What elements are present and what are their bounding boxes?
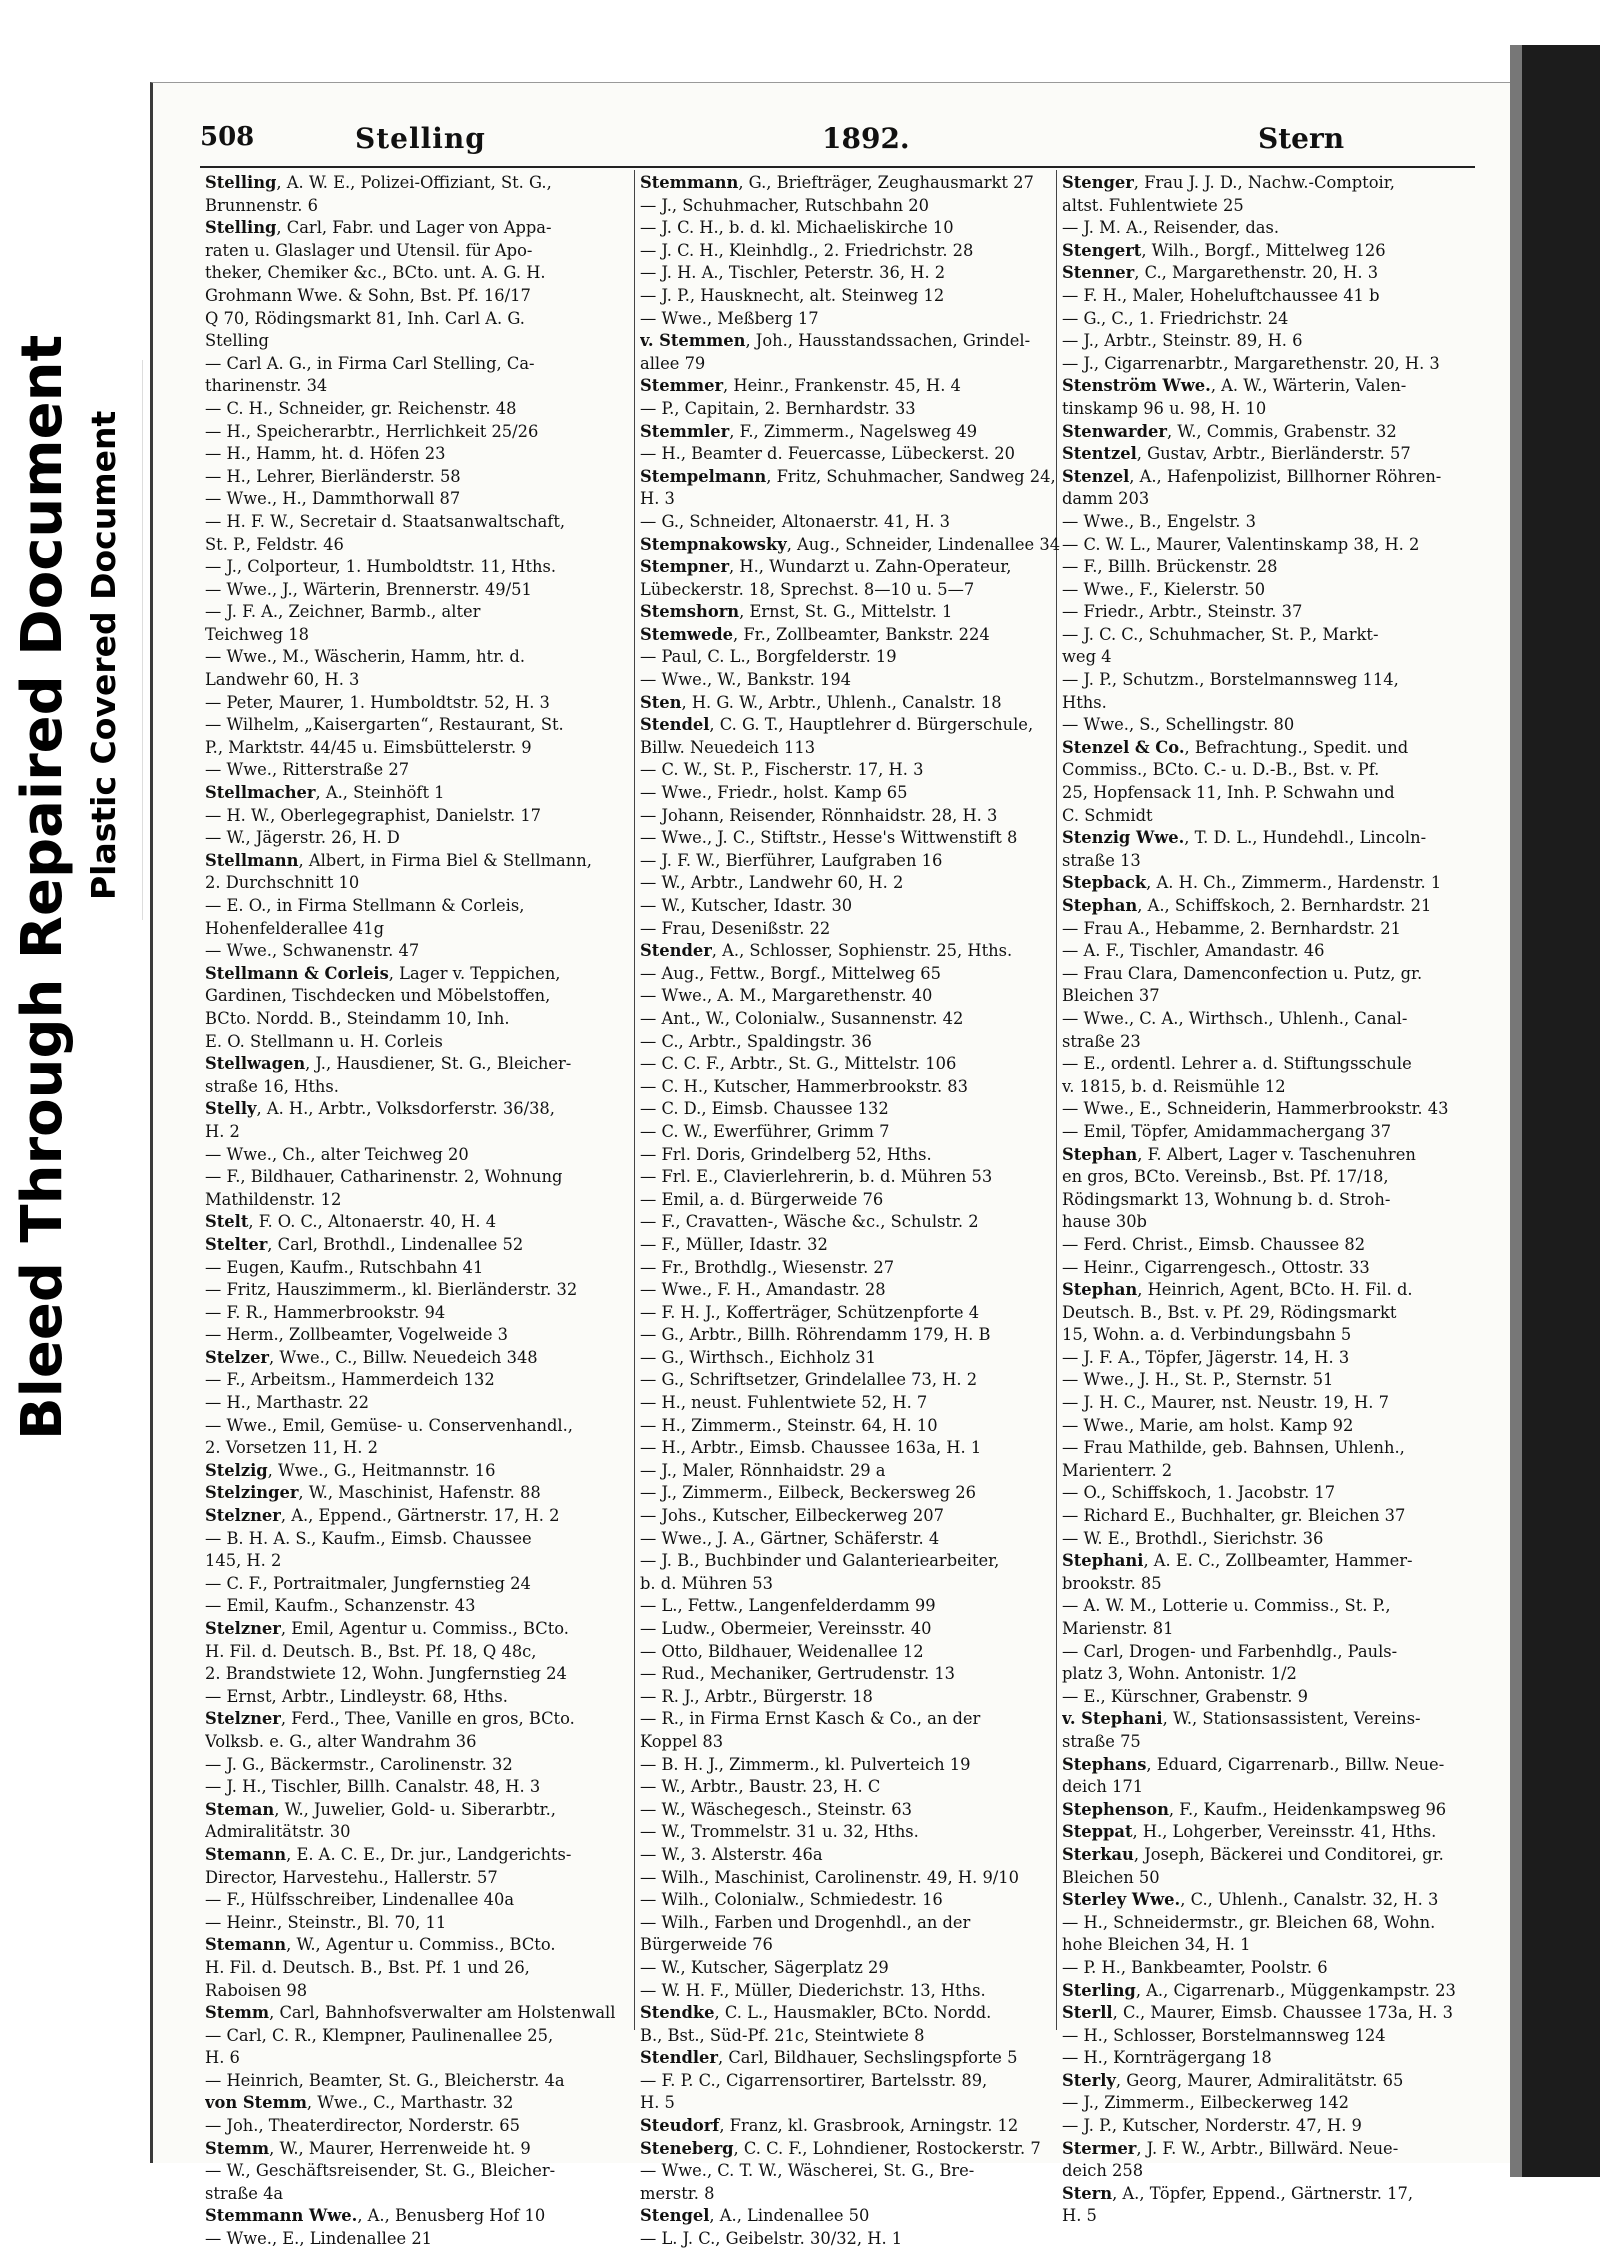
- directory-entry-line: — C. H., Kutscher, Hammerbrookstr. 83: [640, 1076, 969, 1096]
- directory-entry-line: H. 2: [205, 1121, 240, 1141]
- page-number: 508: [200, 122, 255, 152]
- directory-entry-line: Grohmann Wwe. & Sohn, Bst. Pf. 16/17: [205, 285, 531, 305]
- directory-entry-line: — H., Beamter d. Feuercasse, Lübeckerst. 20: [640, 444, 1016, 464]
- directory-entry-line: H. 5: [640, 2093, 675, 2113]
- directory-entry-line: — A. W. M., Lotterie u. Commiss., St. P.,: [1062, 1596, 1391, 1616]
- directory-entry-line: Stemmann Wwe., A., Benusberg Hof 10: [205, 2206, 546, 2226]
- directory-entry-line: — L., Fettw., Langenfelderdamm 99: [640, 1596, 936, 1616]
- directory-entry-line: — H., Marthastr. 22: [205, 1393, 370, 1413]
- directory-entry-line: Stelzner, A., Eppend., Gärtnerstr. 17, H. 2: [205, 1506, 560, 1526]
- directory-entry-line: B., Bst., Süd-Pf. 21c, Steintwiete 8: [640, 2025, 925, 2045]
- directory-entry-line: Bleichen 50: [1062, 1867, 1160, 1887]
- directory-entry-line: Stelter, Carl, Brothdl., Lindenallee 52: [205, 1234, 524, 1254]
- directory-entry-line: — C. F., Portraitmaler, Jungfernstieg 24: [205, 1573, 531, 1593]
- header-left-word: Stelling: [355, 122, 486, 155]
- directory-entry-line: — F., Cravatten-, Wäsche &c., Schulstr. 2: [640, 1212, 979, 1232]
- directory-entry-line: — G., Schriftsetzer, Grindelallee 73, H. 2: [640, 1370, 978, 1390]
- directory-entry-line: — Carl, Drogen- und Farbenhdlg., Pauls-: [1062, 1641, 1398, 1661]
- directory-entry-line: — R., in Firma Ernst Kasch & Co., an der: [640, 1709, 981, 1729]
- directory-entry-line: — Heinrich, Beamter, St. G., Bleicherstr. 4a: [205, 2070, 565, 2090]
- directory-entry-line: — J. H. C., Maurer, nst. Neustr. 19, H. 7: [1062, 1393, 1389, 1413]
- directory-entry-line: — Wwe., Ritterstraße 27: [205, 760, 410, 780]
- directory-entry-line: — Eugen, Kaufm., Rutschbahn 41: [205, 1257, 484, 1277]
- directory-entry-line: — Wwe., B., Engelstr. 3: [1062, 511, 1257, 531]
- directory-entry-line: — H., Kornträgergang 18: [1062, 2048, 1272, 2068]
- directory-entry-line: Mathildenstr. 12: [205, 1189, 342, 1209]
- directory-entry-line: H. Fil. d. Deutsch. B., Bst. Pf. 1 und 26,: [205, 1957, 530, 1977]
- condition-label-secondary: Plastic Covered Document: [84, 410, 123, 900]
- directory-entry-line: — Frl. E., Clavierlehrerin, b. d. Mühren 53: [640, 1167, 993, 1187]
- directory-entry-line: — J., Colporteur, 1. Humboldtstr. 11, Hths.: [205, 557, 557, 577]
- directory-entry-line: — W., Kutscher, Sägerplatz 29: [640, 1957, 889, 1977]
- directory-entry-line: — J., Arbtr., Steinstr. 89, H. 6: [1062, 331, 1303, 351]
- directory-entry-line: Stellmann & Corleis, Lager v. Teppichen,: [205, 963, 561, 983]
- directory-entry-line: — F., Billh. Brückenstr. 28: [1062, 557, 1278, 577]
- scan-right-border: [1522, 45, 1600, 2177]
- directory-entry-line: — C. C. F., Arbtr., St. G., Mittelstr. 106: [640, 1054, 957, 1074]
- directory-entry-line: — Joh., Theaterdirector, Norderstr. 65: [205, 2116, 520, 2136]
- directory-entry-line: — E. O., in Firma Stellmann & Corleis,: [205, 896, 525, 915]
- directory-entry-line: — Wwe., E., Schneiderin, Hammerbrookstr. 43: [1062, 1099, 1449, 1119]
- directory-entry-line: — C. W. L., Maurer, Valentinskamp 38, H. 2: [1062, 534, 1420, 554]
- directory-entry-line: v. Stephani, W., Stationsassistent, Vereins-: [1062, 1709, 1421, 1729]
- directory-entry-line: Stelling: [205, 331, 269, 351]
- directory-entry-line: — Wwe., J. H., St. P., Sternstr. 51: [1062, 1370, 1334, 1390]
- directory-entry-line: — H., neust. Fuhlentwiete 52, H. 7: [640, 1393, 928, 1413]
- directory-entry-line: — H. W., Oberlegegraphist, Danielstr. 17: [205, 805, 542, 825]
- directory-column-left: [205, 172, 625, 2251]
- directory-entry-line: Stelly, A. H., Arbtr., Volksdorferstr. 36/38,: [205, 1099, 555, 1119]
- directory-entry-line: P., Marktstr. 44/45 u. Eimsbüttelerstr. 9: [205, 737, 532, 757]
- directory-entry-line: — W., Wäschegesch., Steinstr. 63: [640, 1799, 913, 1819]
- directory-entry-line: hause 30b: [1062, 1212, 1147, 1232]
- directory-entry-line: — Wwe., Meßberg 17: [640, 308, 819, 328]
- directory-entry-line: — F., Arbeitsm., Hammerdeich 132: [205, 1370, 495, 1390]
- directory-entry-line: Stelzinger, W., Maschinist, Hafenstr. 88: [205, 1483, 541, 1503]
- directory-entry-line: b. d. Mühren 53: [640, 1573, 773, 1593]
- directory-entry-line: straße 13: [1062, 850, 1141, 870]
- directory-entry-line: Marienstr. 81: [1062, 1619, 1174, 1638]
- directory-entry-line: Sterley Wwe., C., Uhlenh., Canalstr. 32, H. 3: [1062, 1890, 1439, 1910]
- directory-entry-line: — P. H., Bankbeamter, Poolstr. 6: [1062, 1957, 1328, 1977]
- directory-entry-line: — H., Lehrer, Bierländerstr. 58: [205, 466, 461, 486]
- directory-entry-line: Stemshorn, Ernst, St. G., Mittelstr. 1: [640, 602, 953, 622]
- directory-entry-line: Stender, A., Schlosser, Sophienstr. 25, Hths.: [640, 941, 1013, 961]
- directory-entry-line: Stemmler, F., Zimmerm., Nagelsweg 49: [640, 421, 978, 441]
- directory-entry-line: hohe Bleichen 34, H. 1: [1062, 1935, 1251, 1955]
- directory-entry-line: — F. P. C., Cigarrensortirer, Bartelsstr. 89,: [640, 2070, 988, 2090]
- directory-entry-line: — B. H. J., Zimmerm., kl. Pulverteich 19: [640, 1754, 971, 1774]
- directory-entry-line: Stendke, C. L., Hausmakler, BCto. Nordd.: [640, 2003, 992, 2023]
- directory-entry-line: — Wwe., Emil, Gemüse- u. Conservenhandl.,: [205, 1415, 573, 1435]
- directory-entry-line: tharinenstr. 34: [205, 376, 328, 396]
- directory-entry-line: — J. P., Hausknecht, alt. Steinweg 12: [640, 285, 945, 305]
- directory-entry-line: platz 3, Wohn. Antonistr. 1/2: [1062, 1664, 1297, 1684]
- directory-entry-line: Stentzel, Gustav, Arbtr., Bierländerstr. 57: [1062, 444, 1411, 464]
- directory-entry-line: — F. H. J., Kofferträger, Schützenpforte 4: [640, 1302, 980, 1322]
- directory-entry-line: — E., Kürschner, Grabenstr. 9: [1062, 1686, 1309, 1706]
- directory-entry-line: damm 203: [1062, 489, 1150, 509]
- directory-entry-line: — Wwe., C. T. W., Wäscherei, St. G., Bre-: [640, 2161, 975, 2181]
- directory-entry-line: Steman, W., Juwelier, Gold- u. Siberarbtr.,: [205, 1799, 556, 1819]
- directory-entry-line: 145, H. 2: [205, 1551, 282, 1571]
- directory-entry-line: Stendel, C. G. T., Hauptlehrer d. Bürgerschule,: [640, 715, 1034, 735]
- directory-entry-line: Admiralitätstr. 30: [205, 1822, 351, 1842]
- scan-top-margin: [0, 0, 1600, 60]
- directory-entry-line: 25, Hopfensack 11, Inh. P. Schwahn und: [1062, 783, 1395, 803]
- directory-entry-line: H. 5: [1062, 2206, 1097, 2226]
- directory-entry-line: — Johs., Kutscher, Eilbeckerweg 207: [640, 1506, 944, 1526]
- directory-entry-line: — Wwe., F., Kielerstr. 50: [1062, 579, 1266, 599]
- directory-entry-line: Stephan, F. Albert, Lager v. Taschenuhren: [1062, 1144, 1416, 1164]
- directory-entry-line: Stellmann, Albert, in Firma Biel & Stellmann,: [205, 850, 592, 870]
- directory-entry-line: — J. H. A., Tischler, Peterstr. 36, H. 2: [640, 263, 946, 283]
- directory-entry-line: H. 3: [640, 489, 675, 509]
- directory-entry-line: — C. D., Eimsb. Chaussee 132: [640, 1099, 889, 1119]
- directory-entry-line: — W. E., Brothdl., Sierichstr. 36: [1062, 1528, 1324, 1548]
- directory-entry-line: — J. F. A., Zeichner, Barmb., alter: [205, 602, 481, 622]
- directory-entry-line: Stemann, W., Agentur u. Commiss., BCto.: [205, 1935, 556, 1955]
- directory-entry-line: — W., Kutscher, Idastr. 30: [640, 896, 853, 915]
- directory-entry-line: Sterling, A., Cigarrenarb., Müggenkampstr. 23: [1062, 1980, 1456, 2000]
- directory-entry-line: BCto. Nordd. B., Steindamm 10, Inh.: [205, 1008, 510, 1028]
- directory-entry-line: — Fritz, Hauszimmerm., kl. Bierländerstr. 32: [205, 1280, 578, 1300]
- directory-entry-line: Stenzel, A., Hafenpolizist, Billhorner Röhren-: [1062, 466, 1442, 486]
- directory-entry-line: — O., Schiffskoch, 1. Jacobstr. 17: [1062, 1483, 1336, 1503]
- directory-entry-line: — Wwe., E., Lindenallee 21: [205, 2229, 433, 2249]
- directory-entry-line: — F., Hülfsschreiber, Lindenallee 40a: [205, 1890, 515, 1910]
- directory-entry-line: — J. M. A., Reisender, das.: [1062, 218, 1280, 238]
- directory-entry-line: — Ludw., Obermeier, Vereinsstr. 40: [640, 1619, 932, 1638]
- directory-entry-line: brookstr. 85: [1062, 1573, 1162, 1593]
- directory-entry-line: 2. Vorsetzen 11, H. 2: [205, 1438, 378, 1458]
- directory-entry-line: Stern, A., Töpfer, Eppend., Gärtnerstr. 17,: [1062, 2183, 1414, 2203]
- directory-entry-line: — J., Schuhmacher, Rutschbahn 20: [640, 195, 929, 215]
- directory-entry-line: St. P., Feldstr. 46: [205, 534, 344, 554]
- directory-entry-line: — Wilh., Farben und Drogenhdl., an der: [640, 1912, 971, 1932]
- directory-entry-line: Hths.: [1062, 692, 1107, 712]
- directory-entry-line: Stemann, E. A. C. E., Dr. jur., Landgerichts-: [205, 1844, 572, 1864]
- directory-entry-line: — C. H., Schneider, gr. Reichenstr. 48: [205, 398, 517, 418]
- directory-entry-line: straße 23: [1062, 1031, 1141, 1051]
- directory-entry-line: Hohenfelderallee 41g: [205, 918, 385, 938]
- directory-entry-line: — H., Hamm, ht. d. Höfen 23: [205, 444, 446, 464]
- directory-entry-line: — F. R., Hammerbrookstr. 94: [205, 1302, 446, 1322]
- directory-entry-line: — C. W., Ewerführer, Grimm 7: [640, 1121, 890, 1141]
- directory-entry-line: — G., Arbtr., Billh. Röhrendamm 179, H. B: [640, 1325, 991, 1345]
- directory-entry-line: Rödingsmarkt 13, Wohnung b. d. Stroh-: [1062, 1189, 1391, 1209]
- directory-entry-line: — Emil, Töpfer, Amidammachergang 37: [1062, 1121, 1392, 1141]
- directory-entry-line: — J. F. A., Töpfer, Jägerstr. 14, H. 3: [1062, 1347, 1350, 1367]
- directory-entry-line: — Wwe., Ch., alter Teichweg 20: [205, 1144, 469, 1164]
- directory-entry-line: — Wwe., S., Schellingstr. 80: [1062, 715, 1295, 735]
- directory-entry-line: — H., Zimmerm., Steinstr. 64, H. 10: [640, 1415, 938, 1435]
- directory-entry-line: — Ferd. Christ., Eimsb. Chaussee 82: [1062, 1234, 1366, 1254]
- directory-entry-line: allee 79: [640, 353, 706, 373]
- directory-entry-line: — Ant., W., Colonialw., Susannenstr. 42: [640, 1008, 964, 1028]
- directory-entry-line: — G., C., 1. Friedrichstr. 24: [1062, 308, 1289, 328]
- directory-entry-line: — J. B., Buchbinder und Galanteriearbeiter,: [640, 1551, 1000, 1571]
- directory-entry-line: — Wwe., M., Wäscherin, Hamm, htr. d.: [205, 647, 526, 667]
- directory-entry-line: — G., Schneider, Altonaerstr. 41, H. 3: [640, 511, 951, 531]
- directory-entry-line: — R. J., Arbtr., Bürgerstr. 18: [640, 1686, 873, 1706]
- directory-entry-line: theker, Chemiker &c., BCto. unt. A. G. H.: [205, 263, 546, 283]
- directory-entry-line: deich 258: [1062, 2161, 1144, 2181]
- directory-entry-line: straße 4a: [205, 2183, 284, 2203]
- directory-entry-line: Billw. Neuedeich 113: [640, 737, 816, 757]
- directory-entry-line: Sten, H. G. W., Arbtr., Uhlenh., Canalstr. 18: [640, 692, 1002, 712]
- directory-entry-line: Sterll, C., Maurer, Eimsb. Chaussee 173a, H. 3: [1062, 2003, 1453, 2023]
- directory-entry-line: — Frau Clara, Damenconfection u. Putz, gr.: [1062, 963, 1423, 983]
- directory-entry-line: — Herm., Zollbeamter, Vogelweide 3: [205, 1325, 508, 1345]
- directory-entry-line: Stemm, W., Maurer, Herrenweide ht. 9: [205, 2138, 531, 2158]
- directory-entry-line: — Wwe., Marie, am holst. Kamp 92: [1062, 1415, 1354, 1435]
- directory-entry-line: — J., Zimmerm., Eilbeck, Beckersweg 26: [640, 1483, 976, 1503]
- directory-entry-line: H. Fil. d. Deutsch. B., Bst. Pf. 18, Q 48c,: [205, 1641, 537, 1661]
- directory-entry-line: Teichweg 18: [205, 624, 309, 644]
- directory-entry-line: — Wwe., J. C., Stiftstr., Hesse's Wittwenstift 8: [640, 828, 1018, 848]
- directory-entry-line: — W., 3. Alsterstr. 46a: [640, 1844, 823, 1864]
- directory-entry-line: Stephan, Heinrich, Agent, BCto. H. Fil. d.: [1062, 1280, 1413, 1300]
- directory-entry-line: Brunnenstr. 6: [205, 195, 318, 215]
- directory-entry-line: altst. Fuhlentwiete 25: [1062, 195, 1244, 215]
- directory-entry-line: 2. Durchschnitt 10: [205, 873, 360, 893]
- directory-entry-line: — Richard E., Buchhalter, gr. Bleichen 37: [1062, 1506, 1406, 1526]
- directory-entry-line: — H. F. W., Secretair d. Staatsanwaltschaft,: [205, 511, 566, 531]
- directory-entry-line: — W., Trommelstr. 31 u. 32, Hths.: [640, 1822, 919, 1842]
- directory-entry-line: Stephan, A., Schiffskoch, 2. Bernhardstr. 21: [1062, 896, 1432, 915]
- directory-entry-line: — Wwe., H., Dammthorwall 87: [205, 489, 461, 509]
- directory-entry-line: — W., Jägerstr. 26, H. D: [205, 828, 400, 848]
- directory-entry-line: — J. C. C., Schuhmacher, St. P., Markt-: [1062, 624, 1379, 644]
- directory-entry-line: — E., ordentl. Lehrer a. d. Stiftungsschule: [1062, 1054, 1412, 1074]
- directory-entry-line: Director, Harvestehu., Hallerstr. 57: [205, 1867, 498, 1887]
- directory-entry-line: Steppat, H., Lohgerber, Vereinsstr. 41, Hths.: [1062, 1822, 1437, 1842]
- directory-entry-line: Stenger, Frau J. J. D., Nachw.-Comptoir,: [1062, 173, 1395, 192]
- directory-entry-line: — P., Capitain, 2. Bernhardstr. 33: [640, 398, 916, 418]
- directory-entry-line: — Frau A., Hebamme, 2. Bernhardstr. 21: [1062, 918, 1401, 938]
- directory-entry-line: — J. P., Kutscher, Norderstr. 47, H. 9: [1062, 2116, 1362, 2136]
- directory-entry-line: — Fr., Brothdlg., Wiesenstr. 27: [640, 1257, 895, 1277]
- directory-entry-line: — Wwe., A. M., Margarethenstr. 40: [640, 986, 933, 1006]
- directory-entry-line: Lübeckerstr. 18, Sprechst. 8—10 u. 5—7: [640, 579, 975, 599]
- directory-entry-line: — J., Cigarrenarbtr., Margarethenstr. 20, H. 3: [1062, 353, 1440, 373]
- directory-entry-line: — F., Bildhauer, Catharinenstr. 2, Wohnung: [205, 1167, 563, 1187]
- directory-entry-line: 2. Brandstwiete 12, Wohn. Jungfernstieg 24: [205, 1664, 567, 1684]
- directory-entry-line: — Carl A. G., in Firma Carl Stelling, Ca-: [205, 353, 535, 373]
- directory-entry-line: — J. C. H., b. d. kl. Michaeliskirche 10: [640, 218, 954, 238]
- directory-entry-line: — W., Geschäftsreisender, St. G., Bleicher-: [205, 2161, 556, 2181]
- directory-entry-line: tinskamp 96 u. 98, H. 10: [1062, 398, 1267, 418]
- directory-entry-line: — L. J. C., Geibelstr. 30/32, H. 1: [640, 2229, 903, 2249]
- directory-entry-line: — Wwe., C. A., Wirthsch., Uhlenh., Canal-: [1062, 1008, 1408, 1028]
- directory-entry-line: — Wwe., W., Bankstr. 194: [640, 670, 852, 690]
- directory-entry-line: Gardinen, Tischdecken und Möbelstoffen,: [205, 986, 551, 1006]
- directory-entry-line: Steneberg, C. C. F., Lohndiener, Rostockerstr. 7: [640, 2138, 1041, 2158]
- directory-entry-line: en gros, BCto. Vereinsb., Bst. Pf. 17/18,: [1062, 1167, 1389, 1187]
- directory-entry-line: Stelzer, Wwe., C., Billw. Neuedeich 348: [205, 1347, 538, 1367]
- directory-entry-line: Stemm, Carl, Bahnhofsverwalter am Holstenwall: [205, 2003, 616, 2023]
- directory-entry-line: 15, Wohn. a. d. Verbindungsbahn 5: [1062, 1325, 1352, 1345]
- directory-entry-line: raten u. Glaslager und Utensil. für Apo-: [205, 240, 533, 260]
- header-rule: [200, 166, 1475, 168]
- directory-entry-line: Stempner, H., Wundarzt u. Zahn-Operateur,: [640, 557, 1012, 577]
- directory-entry-line: — Wwe., Schwanenstr. 47: [205, 941, 420, 961]
- directory-entry-line: Stelling, Carl, Fabr. und Lager von Appa-: [205, 218, 552, 238]
- directory-entry-line: C. Schmidt: [1062, 805, 1153, 825]
- directory-entry-line: — Frau, Desenißstr. 22: [640, 918, 831, 938]
- directory-entry-line: — B. H. A. S., Kaufm., Eimsb. Chaussee: [205, 1528, 532, 1548]
- directory-entry-line: Stenström Wwe., A. W., Wärterin, Valen-: [1062, 376, 1407, 396]
- directory-entry-line: Stelling, A. W. E., Polizei-Offiziant, St. G.,: [205, 173, 552, 192]
- directory-entry-line: — Frl. Doris, Grindelberg 52, Hths.: [640, 1144, 932, 1164]
- directory-entry-line: Stelzig, Wwe., G., Heitmannstr. 16: [205, 1460, 496, 1480]
- directory-entry-line: — Johann, Reisender, Rönnhaidstr. 28, H. 3: [640, 805, 998, 825]
- directory-entry-line: E. O. Stellmann u. H. Corleis: [205, 1031, 443, 1051]
- directory-entry-line: — Emil, a. d. Bürgerweide 76: [640, 1189, 884, 1209]
- directory-entry-line: — Frau Mathilde, geb. Bahnsen, Uhlenh.,: [1062, 1438, 1405, 1458]
- directory-entry-line: Stermer, J. F. W., Arbtr., Billwärd. Neue-: [1062, 2138, 1399, 2158]
- directory-entry-line: Volksb. e. G., alter Wandrahm 36: [205, 1731, 477, 1751]
- directory-entry-line: Steudorf, Franz, kl. Grasbrook, Arningstr. 12: [640, 2116, 1019, 2136]
- directory-entry-line: — J. P., Schutzm., Borstelmannsweg 114,: [1062, 670, 1399, 690]
- directory-entry-line: — J. H., Tischler, Billh. Canalstr. 48, H. 3: [205, 1777, 541, 1797]
- directory-entry-line: von Stemm, Wwe., C., Marthastr. 32: [205, 2093, 514, 2113]
- directory-entry-line: — J., Zimmerm., Eilbeckerweg 142: [1062, 2093, 1350, 2113]
- directory-entry-line: straße 75: [1062, 1731, 1141, 1751]
- column-divider: [634, 170, 635, 2030]
- directory-entry-line: Stemmann, G., Briefträger, Zeughausmarkt 27: [640, 173, 1034, 192]
- directory-entry-line: straße 16, Hths.: [205, 1076, 339, 1096]
- directory-entry-line: Stengert, Wilh., Borgf., Mittelweg 126: [1062, 240, 1386, 260]
- directory-entry-line: — Aug., Fettw., Borgf., Mittelweg 65: [640, 963, 941, 983]
- directory-entry-line: Stenwarder, W., Commis, Grabenstr. 32: [1062, 421, 1397, 441]
- directory-entry-line: Bleichen 37: [1062, 986, 1160, 1006]
- directory-entry-line: — Wwe., J., Wärterin, Brennerstr. 49/51: [205, 579, 532, 599]
- directory-entry-line: — Wwe., J. A., Gärtner, Schäferstr. 4: [640, 1528, 940, 1548]
- directory-entry-line: — J. G., Bäckermstr., Carolinenstr. 32: [205, 1754, 513, 1774]
- directory-entry-line: Commiss., BCto. C.- u. D.-B., Bst. v. Pf.: [1062, 760, 1380, 780]
- directory-entry-line: Stemwede, Fr., Zollbeamter, Bankstr. 224: [640, 624, 990, 644]
- directory-entry-line: merstr. 8: [640, 2183, 715, 2203]
- directory-entry-line: Stempnakowsky, Aug., Schneider, Lindenallee 34: [640, 534, 1060, 554]
- directory-entry-line: — Paul, C. L., Borgfelderstr. 19: [640, 647, 897, 667]
- directory-entry-line: — Carl, C. R., Klempner, Paulinenallee 25,: [205, 2025, 554, 2045]
- directory-entry-line: — F. H., Maler, Hoheluftchaussee 41 b: [1062, 285, 1380, 305]
- directory-entry-line: Stephenson, F., Kaufm., Heidenkampsweg 96: [1062, 1799, 1447, 1819]
- directory-entry-line: — J., Maler, Rönnhaidstr. 29 a: [640, 1460, 886, 1480]
- directory-column-middle: [640, 172, 1060, 2251]
- directory-entry-line: Deutsch. B., Bst. v. Pf. 29, Rödingsmarkt: [1062, 1302, 1397, 1322]
- directory-entry-line: Stephani, A. E. C., Zollbeamter, Hammer-: [1062, 1551, 1413, 1571]
- directory-entry-line: — Otto, Bildhauer, Weidenallee 12: [640, 1641, 924, 1661]
- directory-entry-line: Stengel, A., Lindenallee 50: [640, 2206, 870, 2226]
- directory-entry-line: — Ernst, Arbtr., Lindleystr. 68, Hths.: [205, 1686, 508, 1706]
- directory-entry-line: — Heinr., Cigarrengesch., Ottostr. 33: [1062, 1257, 1370, 1277]
- directory-entry-line: — Heinr., Steinstr., Bl. 70, 11: [205, 1912, 447, 1932]
- directory-entry-line: Stemmer, Heinr., Frankenstr. 45, H. 4: [640, 376, 961, 396]
- directory-entry-line: Stephans, Eduard, Cigarrenarb., Billw. Neue-: [1062, 1754, 1445, 1774]
- directory-entry-line: Stendler, Carl, Bildhauer, Sechslingspforte 5: [640, 2048, 1018, 2068]
- directory-entry-line: Stenzel & Co., Befrachtung., Spedit. und: [1062, 737, 1409, 757]
- directory-entry-line: Stelzner, Ferd., Thee, Vanille en gros, BCto.: [205, 1709, 575, 1729]
- directory-entry-line: — H., Schlosser, Borstelmannsweg 124: [1062, 2025, 1386, 2045]
- directory-entry-line: — J. C. H., Kleinhdlg., 2. Friedrichstr. 28: [640, 240, 974, 260]
- directory-column-right: [1062, 172, 1482, 2228]
- directory-entry-line: — H., Arbtr., Eimsb. Chaussee 163a, H. 1: [640, 1438, 982, 1458]
- directory-entry-line: Stellmacher, A., Steinhöft 1: [205, 783, 445, 803]
- directory-entry-line: — H., Speicherarbtr., Herrlichkeit 25/26: [205, 421, 539, 441]
- directory-entry-line: — Wilh., Colonialw., Schmiedestr. 16: [640, 1890, 943, 1910]
- directory-entry-line: weg 4: [1062, 647, 1112, 667]
- directory-entry-line: — J. F. W., Bierführer, Laufgraben 16: [640, 850, 943, 870]
- condition-label-primary: Bleed Through Repaired Document: [10, 334, 75, 1440]
- directory-entry-line: Stempelmann, Fritz, Schuhmacher, Sandweg 24,: [640, 466, 1056, 486]
- directory-entry-line: — W. H. F., Müller, Diederichstr. 13, Hths.: [640, 1980, 986, 2000]
- directory-entry-line: Sterly, Georg, Maurer, Admiralitätstr. 65: [1062, 2070, 1404, 2090]
- directory-entry-line: — Wwe., Friedr., holst. Kamp 65: [640, 783, 908, 803]
- directory-entry-line: — G., Wirthsch., Eichholz 31: [640, 1347, 877, 1367]
- directory-entry-line: Stenzig Wwe., T. D. L., Hundehdl., Lincoln-: [1062, 828, 1427, 848]
- directory-entry-line: Koppel 83: [640, 1731, 724, 1751]
- directory-entry-line: deich 171: [1062, 1777, 1144, 1797]
- directory-entry-line: Q 70, Rödingsmarkt 81, Inh. Carl A. G.: [205, 308, 525, 328]
- directory-entry-line: Stelt, F. O. C., Altonaerstr. 40, H. 4: [205, 1212, 497, 1232]
- directory-entry-line: — W., Arbtr., Landwehr 60, H. 2: [640, 873, 904, 893]
- directory-entry-line: v. Stemmen, Joh., Hausstandssachen, Grindel-: [640, 331, 1031, 351]
- directory-entry-line: — F., Müller, Idastr. 32: [640, 1234, 828, 1254]
- directory-entry-line: Landwehr 60, H. 3: [205, 670, 360, 690]
- header-year: 1892.: [822, 122, 910, 155]
- directory-entry-line: Sterkau, Joseph, Bäckerei und Conditorei, gr.: [1062, 1844, 1444, 1864]
- directory-entry-line: — Wilh., Maschinist, Carolinenstr. 49, H. 9/10: [640, 1867, 1020, 1887]
- directory-entry-line: — A. F., Tischler, Amandastr. 46: [1062, 941, 1325, 961]
- directory-entry-line: — Peter, Maurer, 1. Humboldtstr. 52, H. 3: [205, 692, 550, 712]
- directory-entry-line: Stelzner, Emil, Agentur u. Commiss., BCto.: [205, 1619, 569, 1638]
- directory-entry-line: — C., Arbtr., Spaldingstr. 36: [640, 1031, 872, 1051]
- directory-entry-line: Stepback, A. H. Ch., Zimmerm., Hardenstr. 1: [1062, 873, 1442, 893]
- directory-entry-line: — Wilhelm, „Kaisergarten“, Restaurant, St.: [205, 715, 564, 735]
- header-right-word: Stern: [1258, 122, 1345, 155]
- directory-entry-line: H. 6: [205, 2048, 240, 2068]
- directory-entry-line: — Emil, Kaufm., Schanzenstr. 43: [205, 1596, 476, 1616]
- directory-entry-line: — H., Schneidermstr., gr. Bleichen 68, Wohn.: [1062, 1912, 1436, 1932]
- directory-entry-line: v. 1815, b. d. Reismühle 12: [1062, 1076, 1286, 1096]
- directory-entry-line: Stellwagen, J., Hausdiener, St. G., Bleicher-: [205, 1054, 572, 1074]
- directory-entry-line: — W., Arbtr., Baustr. 23, H. C: [640, 1777, 881, 1797]
- directory-entry-line: — C. W., St. P., Fischerstr. 17, H. 3: [640, 760, 924, 780]
- directory-entry-line: — Rud., Mechaniker, Gertrudenstr. 13: [640, 1664, 956, 1684]
- directory-entry-line: — Wwe., F. H., Amandastr. 28: [640, 1280, 886, 1300]
- directory-entry-line: Marienterr. 2: [1062, 1460, 1173, 1480]
- directory-entry-line: Raboisen 98: [205, 1980, 308, 2000]
- directory-entry-line: Stenner, C., Margarethenstr. 20, H. 3: [1062, 263, 1379, 283]
- directory-entry-line: Bürgerweide 76: [640, 1935, 773, 1955]
- directory-entry-line: — Friedr., Arbtr., Steinstr. 37: [1062, 602, 1303, 622]
